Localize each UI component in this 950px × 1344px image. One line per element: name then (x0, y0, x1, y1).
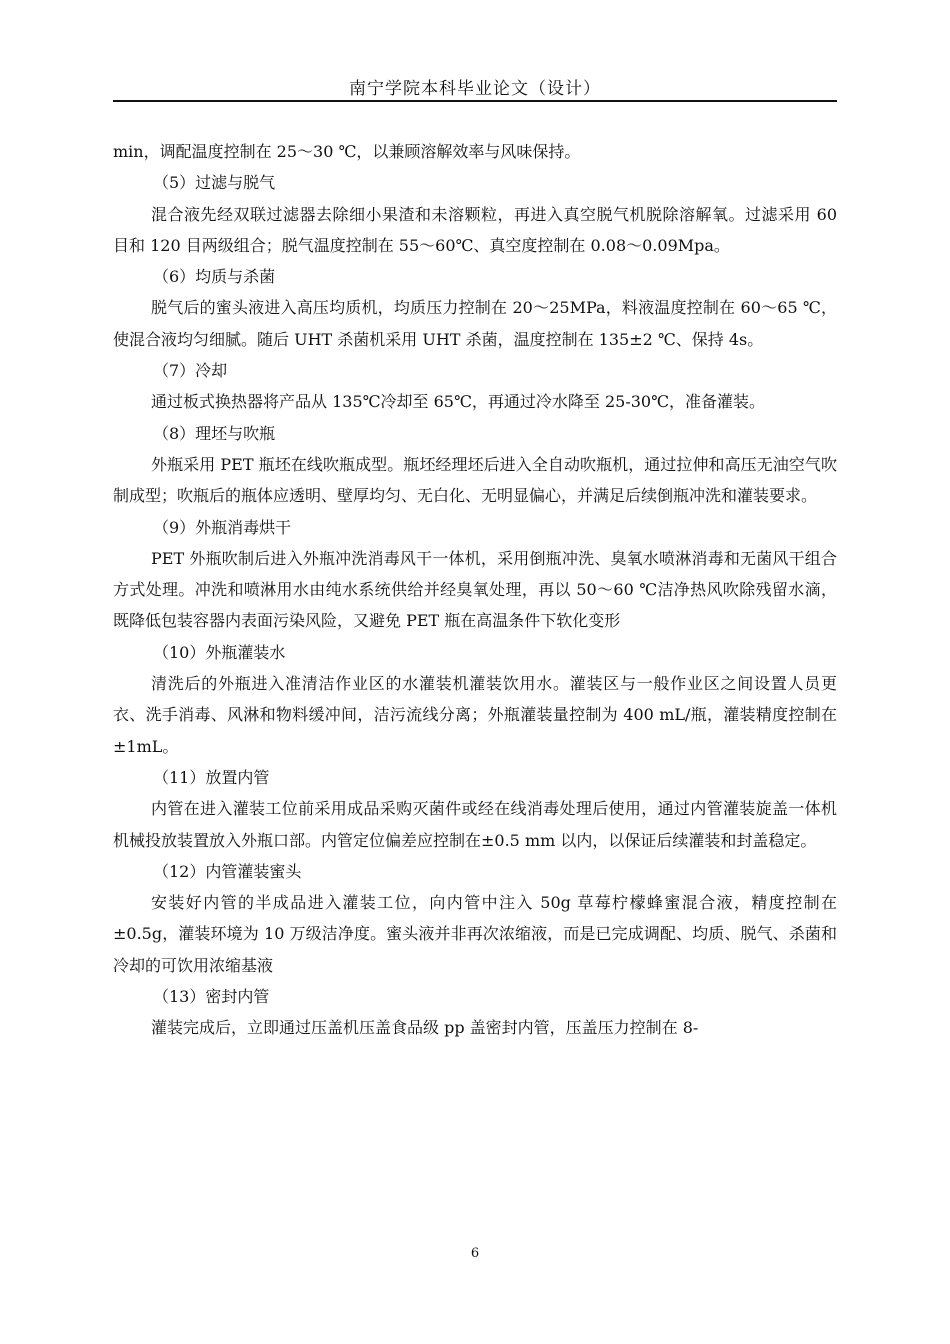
section-heading-9: （9）外瓶消毒烘干 (153, 517, 292, 537)
paragraph-cooling: 通过板式换热器将产品从 135℃冷却至 65℃，再通过冷水降至 25-30℃，准备灌装。 (151, 392, 765, 412)
section-heading-12: （12）内管灌装蜜头 (153, 861, 302, 881)
section-heading-8: （8）理坯与吹瓶 (153, 423, 276, 443)
section-heading-7: （7）冷却 (153, 361, 228, 381)
paragraph-blow-molding: 外瓶采用 PET 瓶坯在线吹瓶成型。瓶坯经理坯后进入全自动吹瓶机，通过拉伸和高压无油空气吹制成型；吹瓶后的瓶体应透明、壁厚均匀、无白化、无明显偏心，并满足后续倒瓶冲洗和灌装要求。 (113, 454, 837, 506)
paragraph-inner-tube-sealing: 灌装完成后，立即通过压盖机压盖食品级 pp 盖密封内管，压盖压力控制在 8- (151, 1018, 699, 1038)
section-heading-11: （11）放置内管 (153, 767, 270, 787)
page-number: 6 (470, 1246, 480, 1261)
document-body (113, 136, 837, 1044)
paragraph-water-filling: 清洗后的外瓶进入准清洁作业区的水灌装机灌装饮用水。灌装区与一般作业区之间设置人员更衣、洗手消毒、风淋和物料缓冲间，洁污流线分离；外瓶灌装量控制为 400 mL/瓶，灌装精度控制在±1mL。 (113, 674, 837, 756)
header-divider (113, 100, 837, 102)
page-header: 南宁学院本科毕业论文（设计） (349, 79, 601, 99)
section-heading-13: （13）密封内管 (153, 987, 270, 1007)
paragraph-bottle-disinfection: PET 外瓶吹制后进入外瓶冲洗消毒风干一体机，采用倒瓶冲洗、臭氧水喷淋消毒和无菌风干组合方式处理。冲洗和喷淋用水由纯水系统供给并经臭氧处理，再以 50～60 ℃洁净热风吹除残留水滴，既降低包装容器内表面污染风险，又避免 PET 瓶在高温条件下软化变形 (113, 548, 837, 631)
continued-paragraph: min，调配温度控制在 25～30 ℃，以兼顾溶解效率与风味保持。 (113, 142, 581, 161)
paragraph-homogenize-sterilize: 脱气后的蜜头液进入高压均质机，均质压力控制在 20～25MPa，料液温度控制在 60～65 ℃，使混合液均匀细腻。随后 UHT 杀菌机采用 UHT 杀菌，温度控制在 135±2 ℃、保持 4s。 (113, 298, 837, 349)
paragraph-filtering-degassing: 混合液先经双联过滤器去除细小果渣和未溶颗粒，再进入真空脱气机脱除溶解氧。过滤采用 60 目和 120 目两级组合；脱气温度控制在 55～60℃、真空度控制在 0.08～0.09Mpa。 (113, 204, 837, 255)
section-heading-6: （6）均质与杀菌 (153, 267, 276, 287)
paragraph-inner-tube-placement: 内管在进入灌装工位前采用成品采购灭菌件或经在线消毒处理后使用，通过内管灌装旋盖一体机机械投放装置放入外瓶口部。内管定位偏差应控制在±0.5 mm 以内，以保证后续灌装和封盖稳定。 (113, 799, 837, 850)
section-heading-5: （5）过滤与脱气 (153, 173, 276, 193)
section-heading-10: （10）外瓶灌装水 (153, 642, 286, 662)
paragraph-honey-filling: 安装好内管的半成品进入灌装工位，向内管中注入 50g 草莓柠檬蜂蜜混合液，精度控制在±0.5g，灌装环境为 10 万级洁净度。蜜头液并非再次浓缩液，而是已完成调配、均质、脱气、杀菌和冷却的可饮用浓缩基液 (113, 893, 837, 975)
